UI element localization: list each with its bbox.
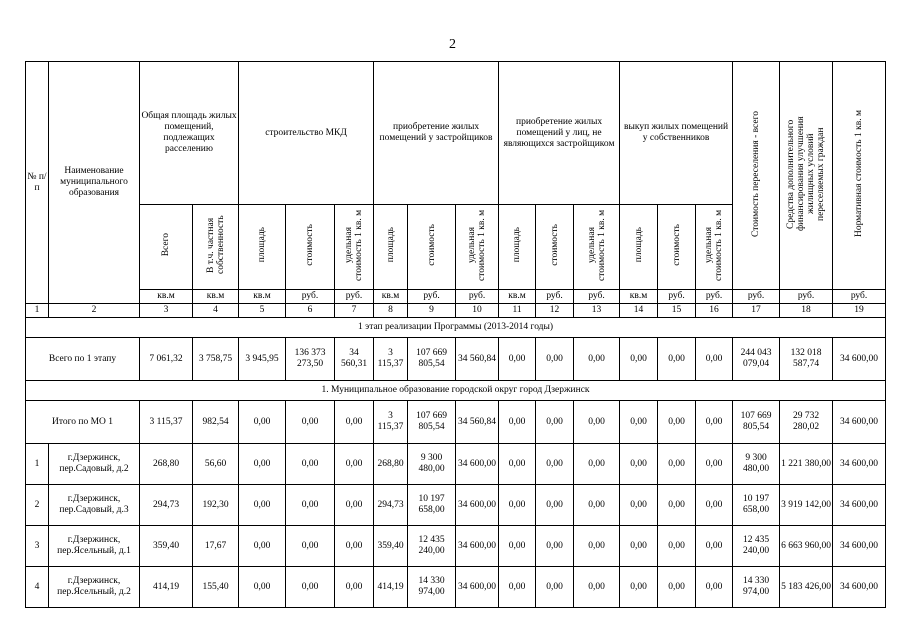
unit-label: руб. bbox=[335, 290, 374, 304]
row-value: 0,00 bbox=[335, 485, 374, 526]
municipality-total-value: 34 560,84 bbox=[456, 401, 499, 444]
stage-total-value: 0,00 bbox=[499, 338, 536, 381]
unit-label: руб. bbox=[833, 290, 886, 304]
row-value: 0,00 bbox=[239, 526, 286, 567]
municipality-title: 1. Муниципальное образование городской округ город Дзержинск bbox=[26, 381, 886, 401]
municipality-total-value: 0,00 bbox=[536, 401, 574, 444]
column-number: 18 bbox=[780, 304, 833, 318]
table-row bbox=[26, 526, 886, 567]
table-row bbox=[26, 485, 886, 526]
column-number: 5 bbox=[239, 304, 286, 318]
row-value: 414,19 bbox=[140, 567, 193, 608]
stage-total-value: 34 560,31 bbox=[335, 338, 374, 381]
row-value: 0,00 bbox=[658, 567, 696, 608]
unit-label: руб. bbox=[408, 290, 456, 304]
municipality-total-value: 0,00 bbox=[658, 401, 696, 444]
row-value: 0,00 bbox=[286, 485, 335, 526]
municipality-total-value: 0,00 bbox=[335, 401, 374, 444]
header-sub-cost: стоимость bbox=[286, 205, 335, 290]
column-number: 8 bbox=[374, 304, 408, 318]
stage-total-value: 34 600,00 bbox=[833, 338, 886, 381]
unit-label: кв.м bbox=[620, 290, 658, 304]
header-sub-area: площадь bbox=[620, 205, 658, 290]
row-value: 294,73 bbox=[140, 485, 193, 526]
row-value: 9 300 480,00 bbox=[408, 444, 456, 485]
municipality-total-value: 0,00 bbox=[620, 401, 658, 444]
unit-label: руб. bbox=[574, 290, 620, 304]
column-number: 17 bbox=[733, 304, 780, 318]
row-value: 0,00 bbox=[239, 444, 286, 485]
row-value: 268,80 bbox=[374, 444, 408, 485]
municipality-total-label: Итого по МО 1 bbox=[26, 401, 140, 444]
row-value: 0,00 bbox=[335, 444, 374, 485]
unit-label: кв.м bbox=[239, 290, 286, 304]
row-value: 0,00 bbox=[335, 567, 374, 608]
column-number: 3 bbox=[140, 304, 193, 318]
header-group-developers: приобретение жилых помещений у застройщиков bbox=[374, 62, 499, 205]
row-value: 0,00 bbox=[536, 526, 574, 567]
unit-label: руб. bbox=[658, 290, 696, 304]
unit-label: руб. bbox=[286, 290, 335, 304]
stage-title: 1 этап реализации Программы (2013-2014 годы) bbox=[26, 318, 886, 338]
page-number: 2 bbox=[449, 37, 456, 52]
row-value: 0,00 bbox=[696, 444, 733, 485]
row-address: г.Дзержинск, пер.Садовый, д.3 bbox=[49, 485, 140, 526]
stage-total-value: 3 758,75 bbox=[193, 338, 239, 381]
row-value: 359,40 bbox=[374, 526, 408, 567]
header-extra-funds: Средства дополнительного финансирования улучшения жилищных условий переселяемых граждан bbox=[780, 62, 833, 290]
column-number: 6 bbox=[286, 304, 335, 318]
row-value: 414,19 bbox=[374, 567, 408, 608]
municipality-total-value: 0,00 bbox=[696, 401, 733, 444]
municipality-total-value: 107 669 805,54 bbox=[733, 401, 780, 444]
stage-total-value: 136 373 273,50 bbox=[286, 338, 335, 381]
column-number: 14 bbox=[620, 304, 658, 318]
row-value: 0,00 bbox=[620, 485, 658, 526]
unit-label: кв.м bbox=[193, 290, 239, 304]
header-sub-total: Всего bbox=[140, 205, 193, 290]
column-number: 9 bbox=[408, 304, 456, 318]
row-value: 5 183 426,00 bbox=[780, 567, 833, 608]
stage-total-value: 132 018 587,74 bbox=[780, 338, 833, 381]
row-value: 0,00 bbox=[574, 567, 620, 608]
stage-total-value: 107 669 805,54 bbox=[408, 338, 456, 381]
header-sub-area: площадь bbox=[499, 205, 536, 290]
municipality-total-value: 3 115,37 bbox=[140, 401, 193, 444]
stage-total-value: 0,00 bbox=[696, 338, 733, 381]
municipality-total-value: 982,54 bbox=[193, 401, 239, 444]
table-row bbox=[26, 444, 886, 485]
header-sub-cost: стоимость bbox=[408, 205, 456, 290]
row-value: 0,00 bbox=[620, 567, 658, 608]
column-number: 7 bbox=[335, 304, 374, 318]
header-sub-unit-cost: удельная стоимость 1 кв. м bbox=[696, 205, 733, 290]
row-value: 6 663 960,00 bbox=[780, 526, 833, 567]
header-sub-unit-cost: удельная стоимость 1 кв. м bbox=[456, 205, 499, 290]
header-total-area: Общая площадь жилых помещений, подлежащих расселению bbox=[140, 62, 239, 205]
stage-total-value: 244 043 079,04 bbox=[733, 338, 780, 381]
row-value: 0,00 bbox=[574, 485, 620, 526]
row-value: 34 600,00 bbox=[456, 444, 499, 485]
row-value: 34 600,00 bbox=[833, 567, 886, 608]
header-norm-cost: Нормативная стоимость 1 кв. м bbox=[833, 62, 886, 290]
row-value: 3 919 142,00 bbox=[780, 485, 833, 526]
unit-label: руб. bbox=[733, 290, 780, 304]
row-value: 0,00 bbox=[499, 526, 536, 567]
row-address: г.Дзержинск, пер.Ясельный, д.2 bbox=[49, 567, 140, 608]
municipality-total-value: 3 115,37 bbox=[374, 401, 408, 444]
column-number: 11 bbox=[499, 304, 536, 318]
row-value: 17,67 bbox=[193, 526, 239, 567]
row-value: 0,00 bbox=[574, 444, 620, 485]
row-value: 0,00 bbox=[536, 485, 574, 526]
stage-total-value: 34 560,84 bbox=[456, 338, 499, 381]
header-sub-cost: стоимость bbox=[658, 205, 696, 290]
stage-total-value: 0,00 bbox=[536, 338, 574, 381]
row-value: 0,00 bbox=[239, 567, 286, 608]
row-number: 4 bbox=[26, 567, 49, 608]
column-number: 2 bbox=[49, 304, 140, 318]
stage-total-value: 0,00 bbox=[574, 338, 620, 381]
municipality-total-value: 0,00 bbox=[574, 401, 620, 444]
stage-total-label: Всего по 1 этапу bbox=[26, 338, 140, 381]
unit-label: руб. bbox=[536, 290, 574, 304]
row-value: 0,00 bbox=[620, 526, 658, 567]
header-group-construction: строительство МКД bbox=[239, 62, 374, 205]
row-value: 0,00 bbox=[574, 526, 620, 567]
unit-label: кв.м bbox=[499, 290, 536, 304]
row-value: 0,00 bbox=[286, 444, 335, 485]
municipality-total-value: 0,00 bbox=[239, 401, 286, 444]
municipality-total-value: 107 669 805,54 bbox=[408, 401, 456, 444]
row-address: г.Дзержинск, пер.Садовый, д.2 bbox=[49, 444, 140, 485]
row-value: 34 600,00 bbox=[833, 485, 886, 526]
row-value: 0,00 bbox=[239, 485, 286, 526]
row-number: 3 bbox=[26, 526, 49, 567]
stage-total-value: 7 061,32 bbox=[140, 338, 193, 381]
row-value: 0,00 bbox=[286, 526, 335, 567]
column-number: 12 bbox=[536, 304, 574, 318]
unit-label: кв.м bbox=[140, 290, 193, 304]
row-value: 34 600,00 bbox=[456, 485, 499, 526]
municipality-total-value: 34 600,00 bbox=[833, 401, 886, 444]
stage-total-value: 0,00 bbox=[620, 338, 658, 381]
row-value: 359,40 bbox=[140, 526, 193, 567]
header-group-buyout: выкуп жилых помещений у собственников bbox=[620, 62, 733, 205]
column-number: 16 bbox=[696, 304, 733, 318]
row-value: 0,00 bbox=[620, 444, 658, 485]
row-value: 1 221 380,00 bbox=[780, 444, 833, 485]
stage-total-value: 3 115,37 bbox=[374, 338, 408, 381]
row-value: 0,00 bbox=[696, 485, 733, 526]
row-value: 10 197 658,00 bbox=[408, 485, 456, 526]
row-value: 12 435 240,00 bbox=[408, 526, 456, 567]
row-value: 0,00 bbox=[658, 444, 696, 485]
header-num: № п/п bbox=[26, 62, 49, 304]
header-cost-total: Стоимость переселения - всего bbox=[733, 62, 780, 290]
row-number: 1 bbox=[26, 444, 49, 485]
row-value: 0,00 bbox=[658, 526, 696, 567]
row-value: 34 600,00 bbox=[833, 526, 886, 567]
row-value: 34 600,00 bbox=[833, 444, 886, 485]
row-value: 192,30 bbox=[193, 485, 239, 526]
row-value: 0,00 bbox=[335, 526, 374, 567]
row-address: г.Дзержинск, пер.Ясельный, д.1 bbox=[49, 526, 140, 567]
header-sub-cost: стоимость bbox=[536, 205, 574, 290]
column-number: 4 bbox=[193, 304, 239, 318]
row-value: 10 197 658,00 bbox=[733, 485, 780, 526]
header-sub-unit-cost: удельная стоимость 1 кв. м bbox=[335, 205, 374, 290]
header-group-non-developers: приобретение жилых помещений у лиц, не являющихся застройщиком bbox=[499, 62, 620, 205]
row-value: 14 330 974,00 bbox=[733, 567, 780, 608]
stage-total-value: 3 945,95 bbox=[239, 338, 286, 381]
column-number: 15 bbox=[658, 304, 696, 318]
unit-label: руб. bbox=[780, 290, 833, 304]
municipality-total-value: 0,00 bbox=[499, 401, 536, 444]
row-value: 294,73 bbox=[374, 485, 408, 526]
row-value: 0,00 bbox=[696, 526, 733, 567]
row-value: 0,00 bbox=[658, 485, 696, 526]
column-number: 10 bbox=[456, 304, 499, 318]
unit-label: руб. bbox=[696, 290, 733, 304]
row-value: 34 600,00 bbox=[456, 526, 499, 567]
unit-label: руб. bbox=[456, 290, 499, 304]
row-value: 56,60 bbox=[193, 444, 239, 485]
header-sub-area: площадь bbox=[239, 205, 286, 290]
municipality-total-value: 0,00 bbox=[286, 401, 335, 444]
header-name: Наименование муниципального образования bbox=[49, 62, 140, 304]
row-number: 2 bbox=[26, 485, 49, 526]
row-value: 0,00 bbox=[536, 567, 574, 608]
unit-label: кв.м bbox=[374, 290, 408, 304]
column-number: 1 bbox=[26, 304, 49, 318]
stage-total-value: 0,00 bbox=[658, 338, 696, 381]
row-value: 0,00 bbox=[499, 444, 536, 485]
column-number: 19 bbox=[833, 304, 886, 318]
row-value: 9 300 480,00 bbox=[733, 444, 780, 485]
row-value: 268,80 bbox=[140, 444, 193, 485]
resettlement-table bbox=[25, 61, 886, 608]
row-value: 14 330 974,00 bbox=[408, 567, 456, 608]
row-value: 0,00 bbox=[696, 567, 733, 608]
row-value: 0,00 bbox=[536, 444, 574, 485]
row-value: 0,00 bbox=[499, 567, 536, 608]
table-row bbox=[26, 567, 886, 608]
row-value: 0,00 bbox=[286, 567, 335, 608]
row-value: 12 435 240,00 bbox=[733, 526, 780, 567]
row-value: 0,00 bbox=[499, 485, 536, 526]
header-sub-area: площадь bbox=[374, 205, 408, 290]
header-sub-private: В т.ч. частная собственность bbox=[193, 205, 239, 290]
header-sub-unit-cost: удельная стоимость 1 кв. м bbox=[574, 205, 620, 290]
municipality-total-value: 29 732 280,02 bbox=[780, 401, 833, 444]
row-value: 155,40 bbox=[193, 567, 239, 608]
column-number: 13 bbox=[574, 304, 620, 318]
row-value: 34 600,00 bbox=[456, 567, 499, 608]
